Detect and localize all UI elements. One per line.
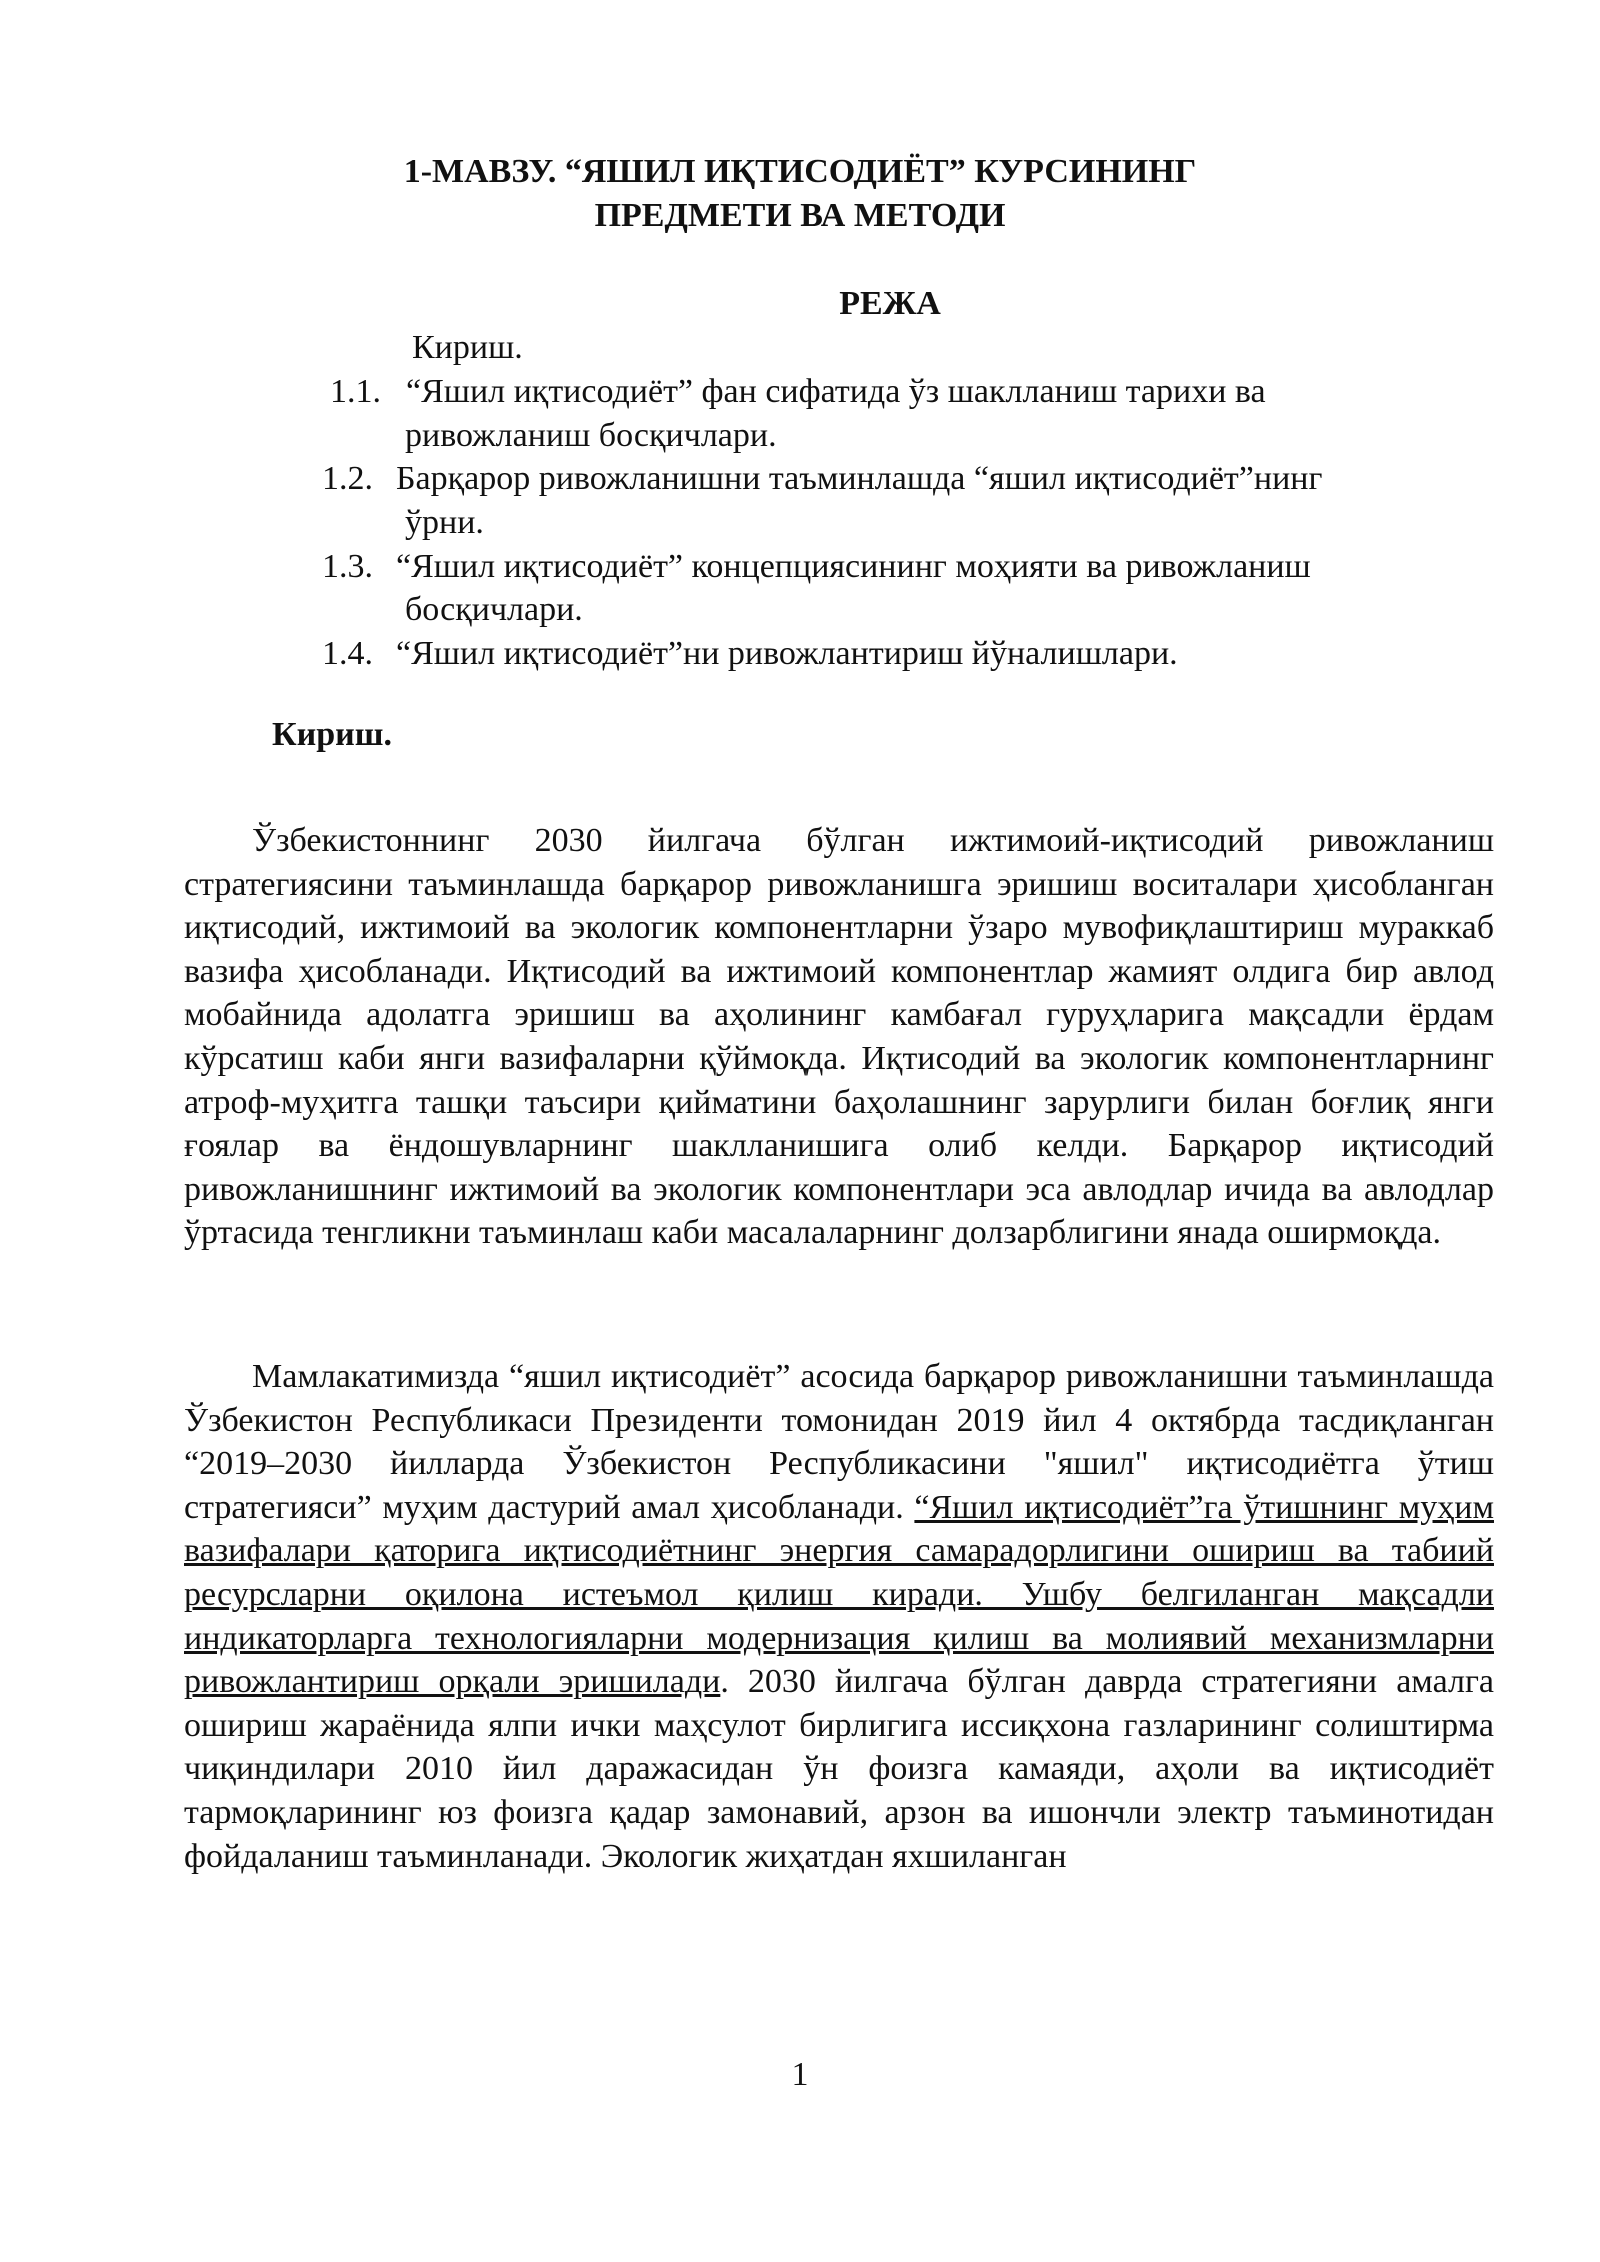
plan-item-number: 1.1. <box>330 373 381 410</box>
section-heading: Кириш. <box>272 716 392 753</box>
plan-item-number: 1.2. <box>322 460 373 497</box>
plan-item-number: 1.3. <box>322 548 373 585</box>
body-paragraph-1: Ўзбекистоннинг 2030 йилгача бўлган ижтимоий-иқтисодий ривожланиш стратегиясини таъминлашда барқарор ривожланишга эришиш воситалари ҳисобланган иқтисодий, ижтимоий ва экологик компонентларни ўзаро мувофиқлаштириш мураккаб вазифа ҳисобланади. Иқтисодий ва ижтимоий компонентлар жамият олдига бир авлод мобайнида адолатга эришиш ва аҳолининг камбағал гуруҳларига мақсадли ёрдам кўрсатиш каби янги вазифаларни қўймоқда. Иқтисодий ва экологик компонентларнинг атроф-муҳитга ташқи таъсири қийматини баҳолашнинг зарурлиги билан боғлиқ янги ғоялар ва ёндошувларнинг шаклланишига олиб келди. Барқарор иқтисодий ривожланишнинг ижтимоий ва экологик компонентлари эса авлодлар ичида ва авлодлар ўртасида тенгликни таъминлаш каби масалаларнинг долзарблигини янада оширмоқда. <box>184 822 1494 1252</box>
plan-item-text: “Яшил иқтисодиёт”ни ривожлантириш йўналишлари. <box>396 635 1178 672</box>
plan-item-4 <box>322 632 1178 676</box>
plan-item-3 <box>322 545 1311 589</box>
plan-item-1-continuation: ривожланиш босқичлари. <box>405 417 777 454</box>
page-number: 1 <box>791 2056 809 2093</box>
plan-item-text: “Яшил иқтисодиёт” фан сифатида ўз шаклланиш тарихи ва <box>406 373 1266 410</box>
plan-item-text: Барқарор ривожланишни таъминлашда “яшил иқтисодиёт”нинг <box>396 460 1323 497</box>
plan-item-number: 1.4. <box>322 635 373 672</box>
plan-item-3-continuation: босқичлари. <box>405 591 583 628</box>
document-title-line-2: ПРЕДМЕТИ ВА МЕТОДИ <box>594 197 1006 234</box>
plan-item-1 <box>330 370 1266 414</box>
paragraph-text: Мамлакатимизда “яшил иқтисодиёт” асосида барқарор ривожланишни таъминлашда Ўзбекистон Республикаси Президенти томонидан 2019 йил 4 октябрда тасдиқланган “2019–2030 йилларда Ўзбекистон Республикасини "яшил" иқтисодиётга ўтиш стратегияси” муҳим дастурий амал ҳисобланади. <box>184 1358 1494 1526</box>
plan-item-2 <box>322 457 1322 501</box>
plan-item-2-continuation: ўрни. <box>405 504 484 541</box>
plan-intro: Кириш. <box>412 329 523 366</box>
plan-item-text: “Яшил иқтисодиёт” концепциясининг моҳияти ва ривожланиш <box>396 548 1311 585</box>
paragraph-text: . 2030 йилгача бўлган даврда стратегияни амалга ошириш жараёнида ялпи ички маҳсулот бирлигига иссиқхона газларининг солиштирма чиқиндилари 2010 йил даражасидан ўн фоизга камаяди, аҳоли ва иқтисодиёт тармоқларининг юз фоизга қадар замонавий, арзон ва ишончли электр таъминотидан фойдаланиш таъминланади. Экологик жиҳатдан яхшиланган <box>184 1663 1494 1875</box>
plan-heading: РЕЖА <box>839 285 941 322</box>
underlined-passage: “Яшил иқтисодиёт”га ўтишнинг муҳим вазифалари қаторига иқтисодиётнинг энергия самарадорлигини ошириш ва табиий ресурсларни оқилона истеъмол қилиш киради. Ушбу белгиланган мақсадли индикаторларга технологияларни модернизация қилиш ва молиявий механизмларни ривожлантириш орқали эришилади <box>184 1488 1494 1701</box>
document-title-line-1: 1-МАВЗУ. “ЯШИЛ ИҚТИСОДИЁТ” КУРСИНИНГ <box>403 153 1197 190</box>
body-paragraph-2 <box>184 1355 1494 1878</box>
